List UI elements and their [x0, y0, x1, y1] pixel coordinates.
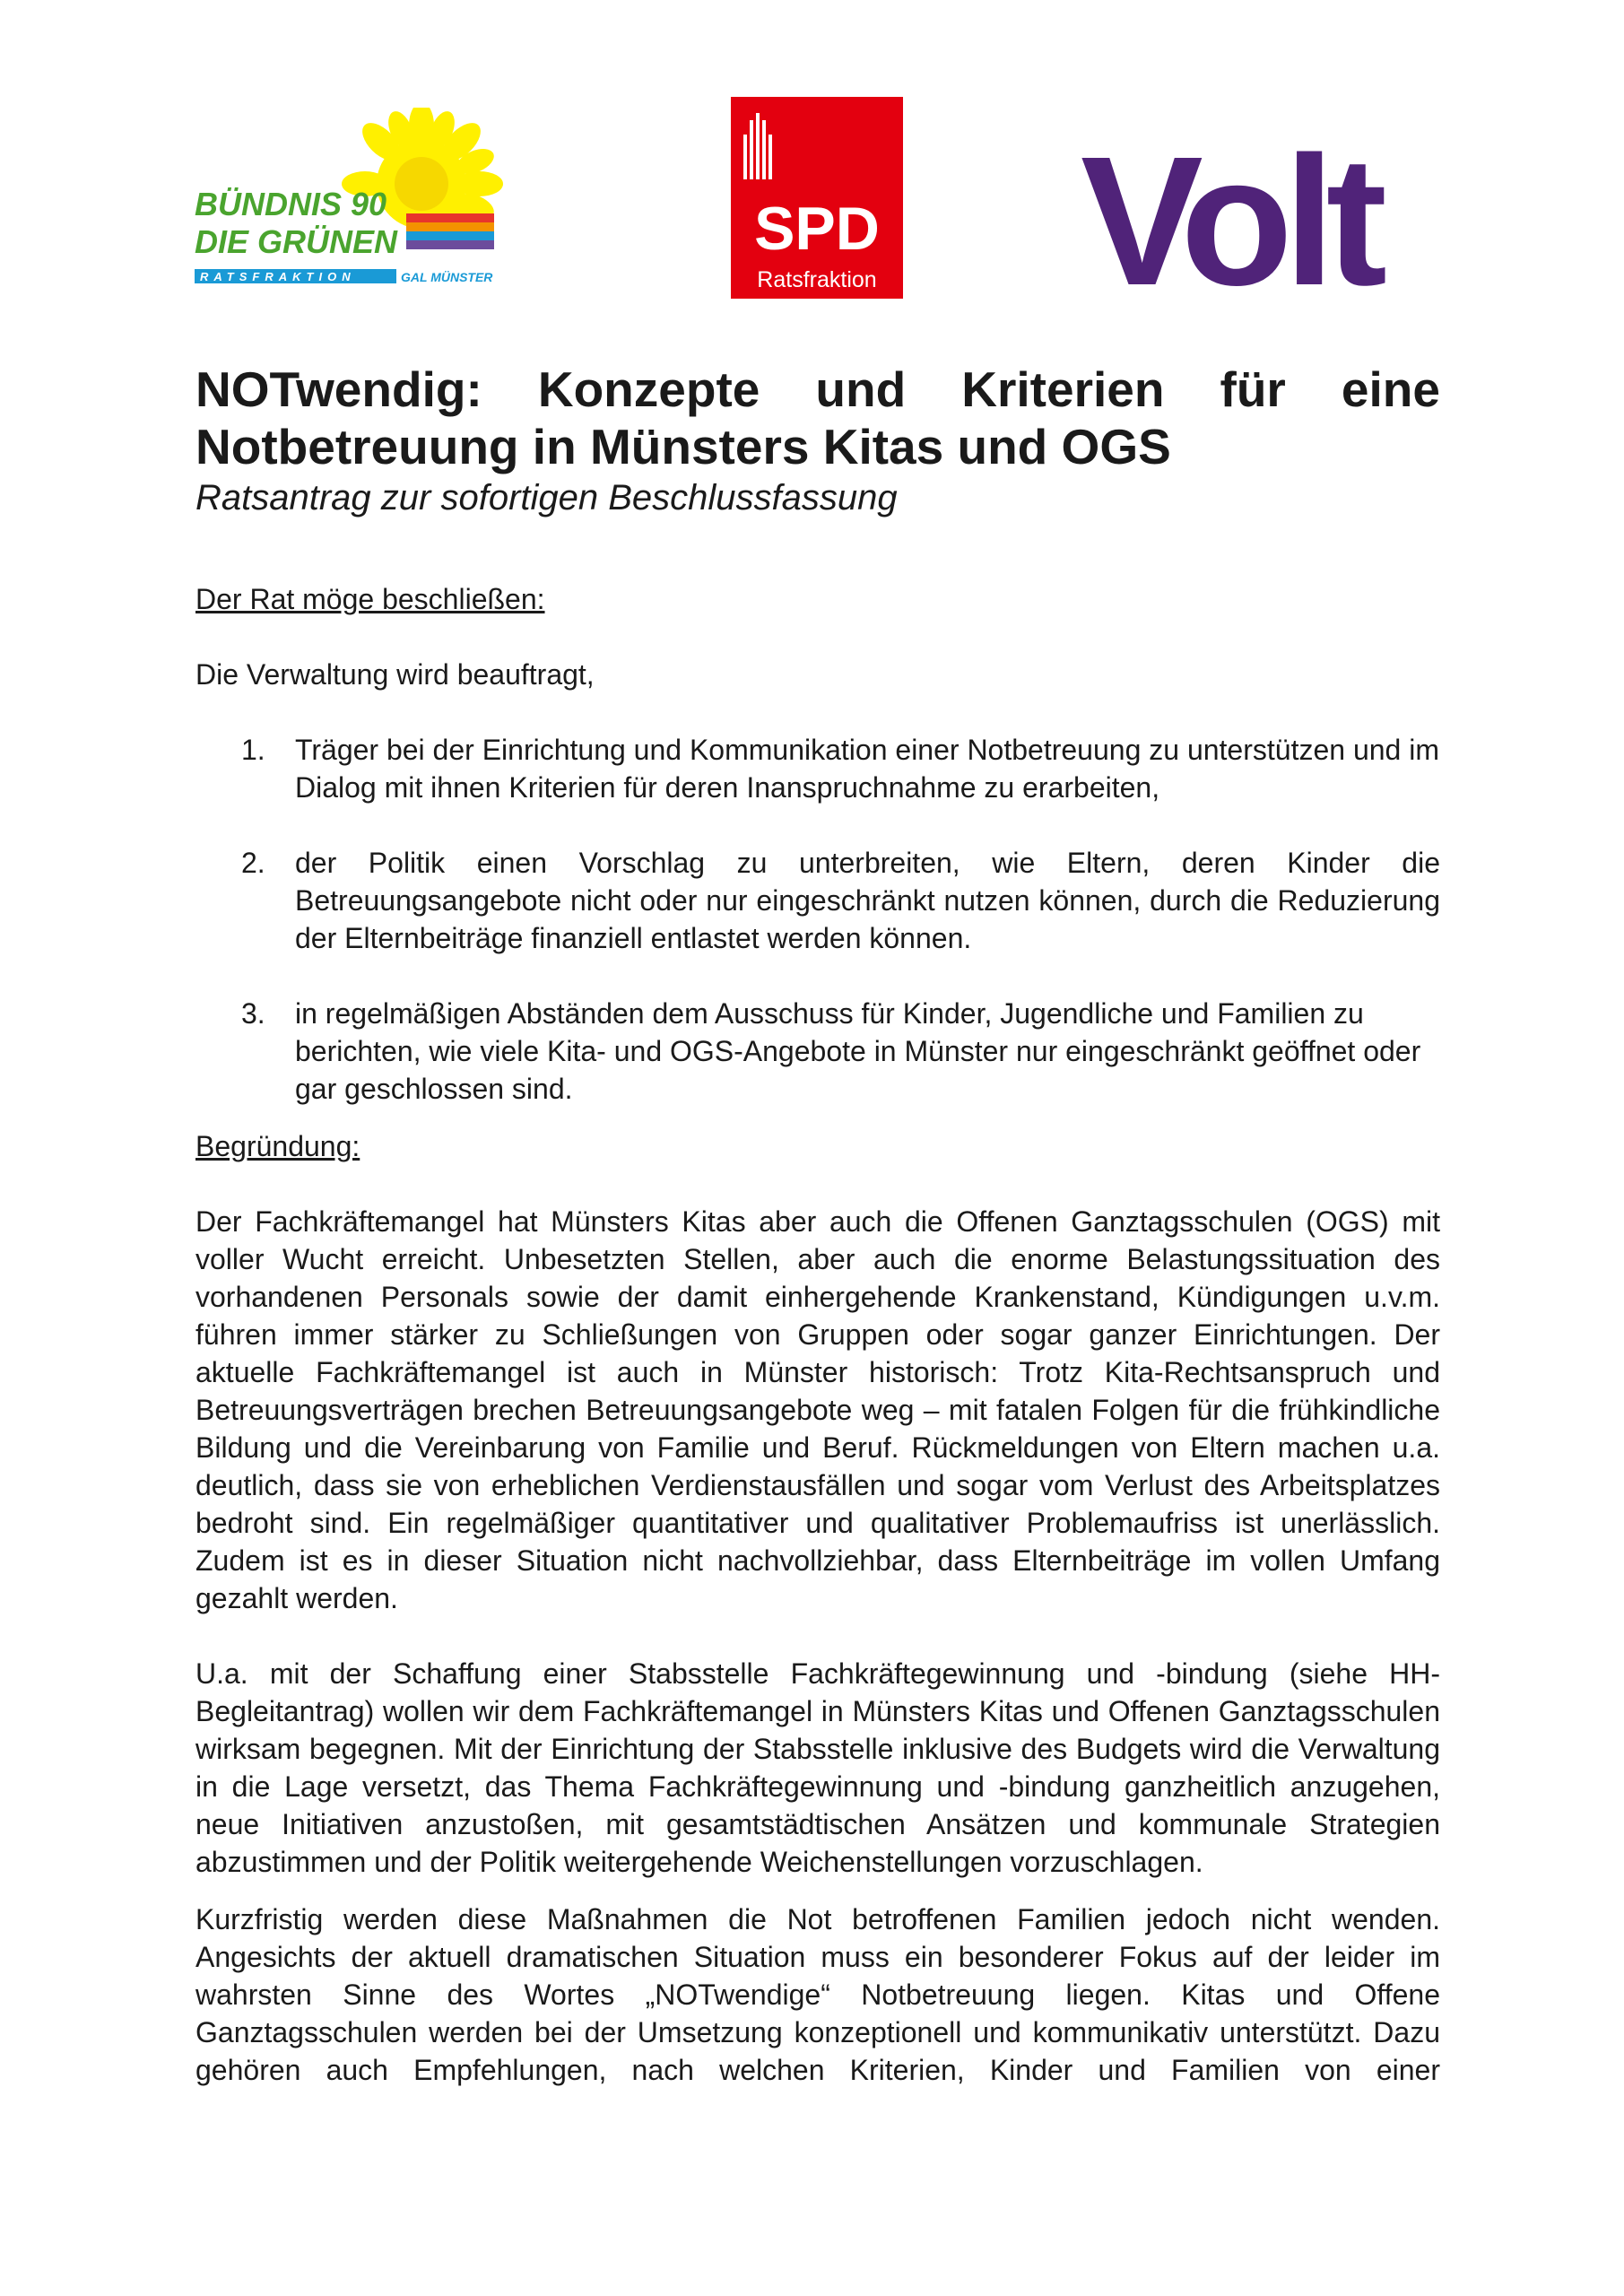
gruene-line1: BÜNDNIS 90	[195, 186, 387, 222]
resolution-intro: Die Verwaltung wird beauftragt,	[195, 658, 595, 691]
reasoning-paragraph: Kurzfristig werden diese Maßnahmen die Not betroffenen Familien jedoch nicht wenden. Angesichts der aktuell dramatischen Situation muss ein besonderer Fokus auf der leider im wahrsten Sinne des Wortes „NOTwendige“ Notbetreuung liegen. Kitas und Offene Ganztagsschulen werden bei der Umsetzung konzeptionell und kommunikativ unterstützt. Dazu gehören auch Empfehlungen, nach welchen Kriterien, Kinder und Familien von einer	[195, 1903, 1440, 2086]
title-line-2: Notbetreuung in Münsters Kitas und OGS	[195, 419, 1171, 474]
title-word: und	[815, 361, 907, 417]
list-item	[195, 844, 1440, 957]
spd-logo	[731, 97, 903, 299]
title-word: NOTwendig:	[195, 361, 482, 417]
document-body	[195, 361, 1440, 2089]
list-number: 3.	[241, 997, 265, 1030]
volt-logo	[1081, 130, 1457, 300]
title-word: für	[1220, 361, 1286, 417]
reasoning-paragraph: Der Fachkräftemangel hat Münsters Kitas aber auch die Offenen Ganztagsschulen (OGS) mit voller Wucht erreicht. Unbesetzten Stellen, aber auch die enorme Belastungssituation des vorhandenen Personals sowie der damit einhergehende Krankenstand, Kündigungen u.v.m. führen immer stärker zu Schließungen von Gruppen oder sogar ganzer Einrichtungen. Der aktuelle Fachkräftemangel ist auch in Münster historisch: Trotz Kita-Rechtsanspruch und Betreuungsverträgen brechen Betreuungsangebote weg – mit fatalen Folgen für die frühkindliche Bildung und die Vereinbarung von Familie und Beruf. Rückmeldungen von Eltern machen u.a. deutlich, dass sie von erheblichen Verdienstausfällen und sogar vom Verlust des Arbeitsplatzes bedroht sind. Ein regelmäßiger quantitativer und qualitativer Problemaufriss ist unerlässlich. Zudem ist es in dieser Situation nicht nachvollziehbar, dass Elternbeiträge im vollen Umfang gezahlt werden.	[195, 1205, 1440, 1614]
title-line-1	[195, 361, 1440, 418]
spd-name: SPD	[754, 195, 880, 263]
list-number: 1.	[241, 734, 265, 766]
title-word: Kriterien	[961, 361, 1165, 417]
gruene-logo	[193, 108, 516, 300]
title-word: Konzepte	[537, 361, 760, 417]
list-item-text: in regelmäßigen Abständen dem Ausschuss für Kinder, Jugendliche und Familien zu berichten, wie viele Kita- und OGS-Angebote in Münster nur eingeschränkt geöffnet oder gar geschlossen sind.	[295, 997, 1421, 1105]
reasoning-paragraph: U.a. mit der Schaffung einer Stabsstelle Fachkräftegewinnung und -bindung (siehe HH-Begleitantrag) wollen wir dem Fachkräftemangel in Münsters Kitas und Offenen Ganztagsschulen wirksam begegnen. Mit der Einrichtung der Stabsstelle inklusive des Budgets wird die Verwaltung in die Lage versetzt, das Thema Fachkräftegewinnung und -bindung ganzheitlich anzugehen, neue Initiativen anzustoßen, mit gesamtstädtischen Ansätzen und kommunale Strategien abzustimmen und der Politik weitergehende Weichenstellungen vorzuschlagen.	[195, 1657, 1440, 1878]
volt-name: Volt	[1081, 130, 1378, 300]
rainbow-stripes	[406, 213, 494, 249]
list-item	[195, 995, 1440, 1108]
list-number: 2.	[241, 847, 265, 879]
document-title	[195, 361, 1440, 475]
list-item-text: Träger bei der Einrichtung und Kommunikation einer Notbetreuung zu unterstützen und im Dialog mit ihnen Kriterien für deren Inanspruchnahme zu erarbeiten,	[295, 734, 1439, 804]
resolution-heading: Der Rat möge beschließen:	[195, 583, 545, 615]
gruene-line2: DIE GRÜNEN	[195, 223, 398, 260]
list-item	[195, 731, 1440, 806]
spd-subtitle: Ratsfraktion	[757, 267, 877, 292]
reasoning-heading: Begründung:	[195, 1130, 360, 1162]
document-subtitle: Ratsantrag zur sofortigen Beschlussfassung	[195, 478, 898, 517]
list-item-text: der Politik einen Vorschlag zu unterbreiten, wie Eltern, deren Kinder die Betreuungsangebote nicht oder nur eingeschränkt nutzen können, durch die Reduzierung der Elternbeiträge finanziell entlastet werden können.	[295, 847, 1440, 954]
gruene-line4: GAL MÜNSTER	[401, 270, 493, 284]
title-word: eine	[1341, 361, 1440, 417]
resolution-list	[195, 731, 1440, 1108]
gruene-line3: RATSFRAKTION	[200, 270, 356, 283]
